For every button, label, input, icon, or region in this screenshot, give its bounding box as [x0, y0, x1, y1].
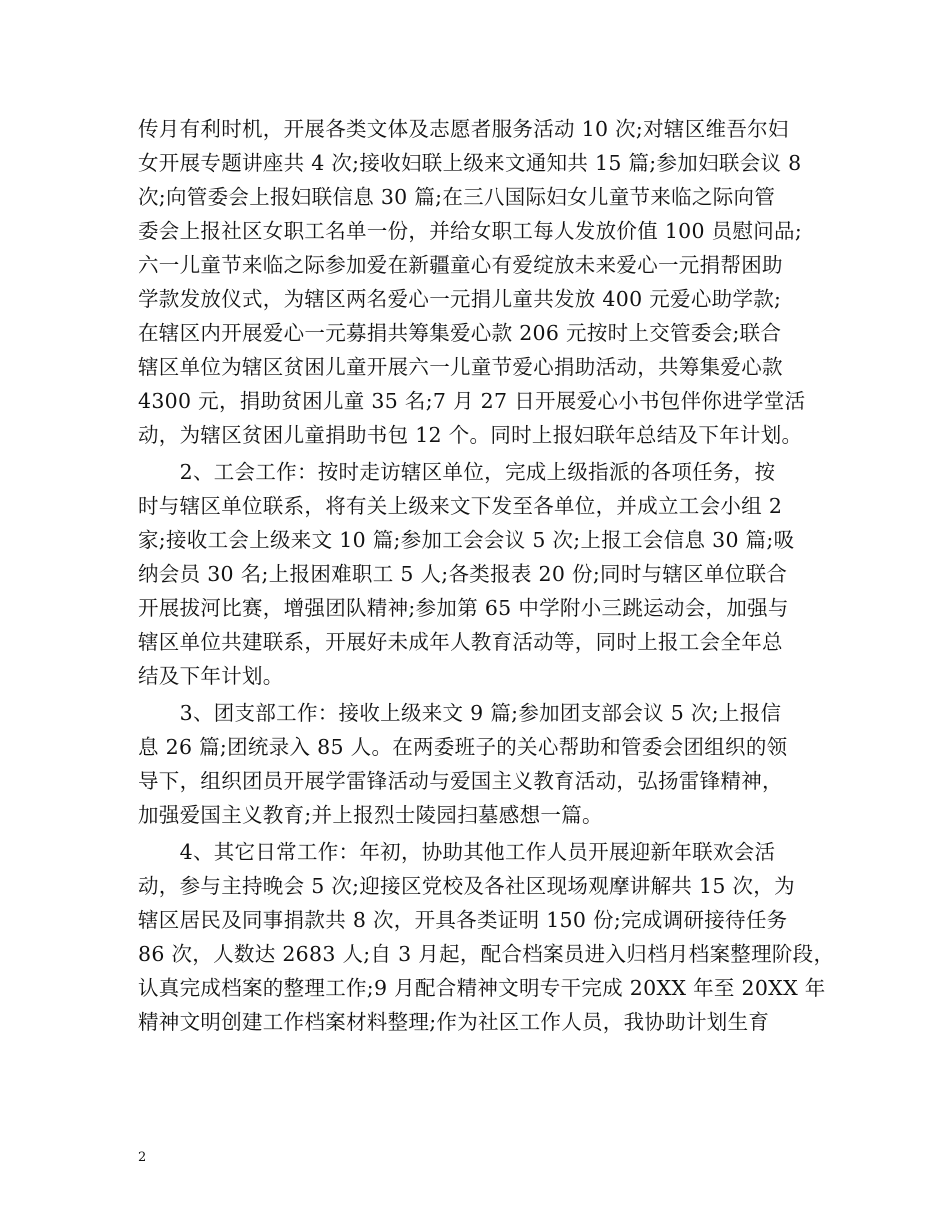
text-line: 2、工会工作：按时走访辖区单位，完成上级指派的各项任务，按 — [138, 460, 776, 484]
text-line: 动，参与主持晚会 5 次;迎接区党校及各社区现场观摩讲解共 15 次，为 — [138, 874, 795, 898]
text-line: 开展拔河比赛，增强团队精神;参加第 65 中学附小三跳运动会，加强与 — [138, 596, 789, 620]
text-line: 动，为辖区贫困儿童捐助书包 12 个。同时上报妇联年总结及下年计划。 — [138, 423, 803, 447]
text-line: 六一儿童节来临之际参加爱在新疆童心有爱绽放未来爱心一元捐帮困助 — [138, 253, 783, 277]
text-line: 3、团支部工作：接收上级来文 9 篇;参加团支部会议 5 次;上报信 — [138, 701, 782, 725]
text-line: 认真完成档案的整理工作;9 月配合精神文明专干完成 20XX 年至 20XX 年 — [138, 976, 826, 1000]
text-line: 4、其它日常工作：年初，协助其他工作人员开展迎新年联欢会活 — [138, 840, 776, 864]
text-line: 辖区单位为辖区贫困儿童开展六一儿童节爱心捐助活动，共筹集爱心款 — [138, 355, 783, 379]
text-line: 加强爱国主义教育;并上报烈士陵园扫墓感想一篇。 — [138, 803, 603, 827]
text-line: 辖区单位共建联系，开展好未成年人教育活动等，同时上报工会全年总 — [138, 630, 783, 654]
text-line: 时与辖区单位联系，将有关上级来文下发至各单位，并成立工会小组 2 — [138, 494, 783, 518]
text-line: 委会上报社区女职工名单一份，并给女职工每人发放价值 100 员慰问品; — [138, 219, 803, 243]
text-line: 精神文明创建工作档案材料整理;作为社区工作人员，我协助计划生育 — [138, 1010, 770, 1034]
text-line: 家;接收工会上级来文 10 篇;参加工会会议 5 次;上报工会信息 30 篇;吸 — [138, 528, 795, 552]
text-line: 学款发放仪式，为辖区两名爱心一元捐儿童共发放 400 元爱心助学款; — [138, 287, 782, 311]
text-line: 导下，组织团员开展学雷锋活动与爱国主义教育活动，弘扬雷锋精神， — [138, 769, 783, 793]
text-line: 息 26 篇;团统录入 85 人。在两委班子的关心帮助和管委会团组织的领 — [138, 735, 788, 759]
text-line: 86 次，人数达 2683 人;自 3 月起，配合档案员进入归档月档案整理阶段， — [138, 942, 835, 966]
text-line: 辖区居民及同事捐款共 8 次，开具各类证明 150 份;完成调研接待任务 — [138, 908, 788, 932]
page-number: 2 — [138, 1150, 147, 1165]
body-text — [138, 112, 835, 1039]
text-line: 传月有利时机，开展各类文体及志愿者服务活动 10 次;对辖区维吾尔妇 — [138, 117, 789, 141]
text-line: 女开展专题讲座共 4 次;接收妇联上级来文通知共 15 篇;参加妇联会议 8 — [138, 151, 802, 175]
text-line: 4300 元，捐助贫困儿童 35 名;7 月 27 日开展爱心小书包伴你进学堂活 — [138, 389, 806, 413]
text-line: 纳会员 30 名;上报困难职工 5 人;各类报表 20 份;同时与辖区单位联合 — [138, 562, 788, 586]
text-line: 结及下年计划。 — [138, 664, 284, 688]
text-line: 在辖区内开展爱心一元募捐共筹集爱心款 206 元按时上交管委会;联合 — [138, 321, 782, 345]
text-line: 次;向管委会上报妇联信息 30 篇;在三八国际妇女儿童节来临之际向管 — [138, 185, 776, 209]
